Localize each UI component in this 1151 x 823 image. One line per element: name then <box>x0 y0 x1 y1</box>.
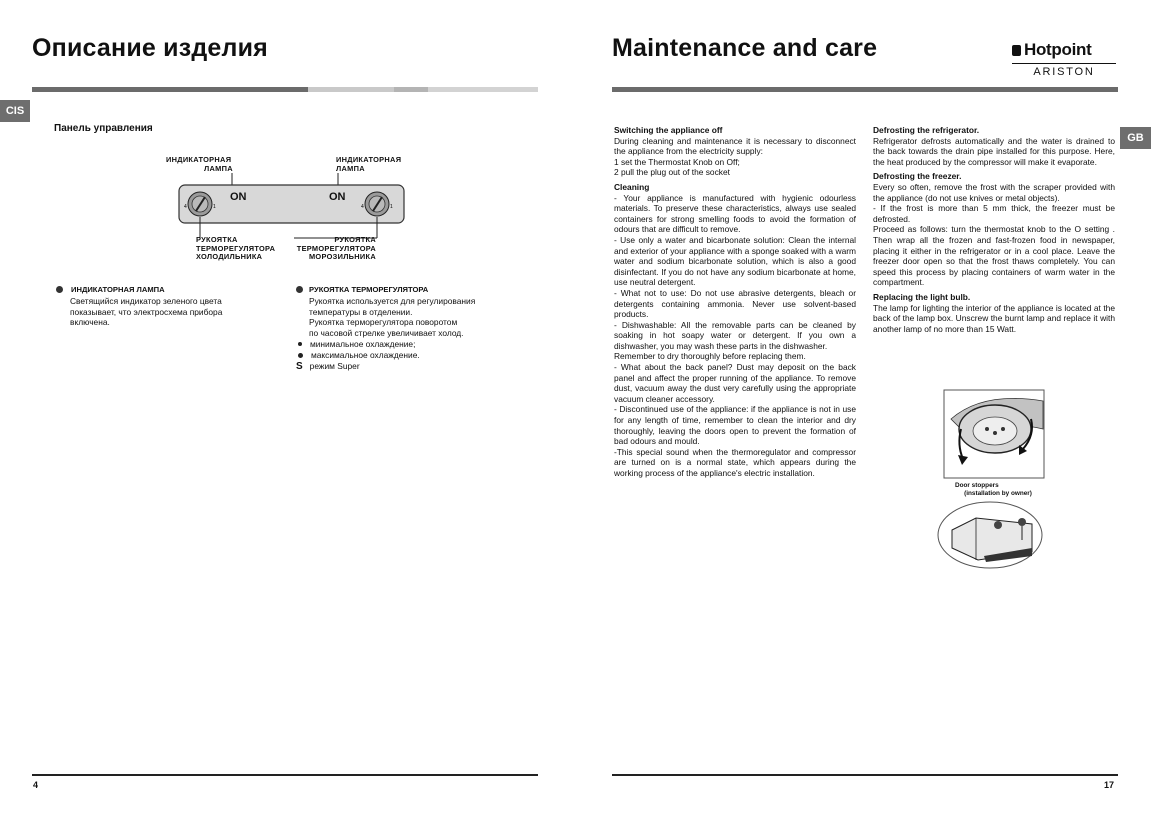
right-header-bar <box>612 87 1118 92</box>
paragraph: 1 set the Thermostat Knob on Off; <box>614 156 740 167</box>
paragraph: During cleaning and maintenance it is necessary to disconnect the appliance from the electricity supply: <box>614 135 856 157</box>
paragraph: Refrigerator defrosts automatically and the water is drained to the back towards the drain pipe installed for this purpose. Here, the heat produced by the compressor will make it evaporate. <box>873 135 1115 167</box>
paragraph: - If the frost is more than 5 mm thick, the freezer must be defrosted. <box>873 203 1115 224</box>
hotpoint-logo-icon <box>1012 45 1021 56</box>
paragraph: Proceed as follows: turn the thermostat knob to the O setting . Then wrap all the frozen and fast-frozen food in newspaper, placing it either in the refrigerator or in a cool place. Leave the freezer door open so that the frost thaws completely. You can speed this process by placing containers of warm water in the compartment. <box>873 224 1115 288</box>
right-page-number: 17 <box>1104 780 1115 790</box>
paragraph: - Your appliance is manufactured with hygienic odourless materials. To preserve these characteristics, always use sealed containers for strong smelling foods to avoid the formation of odours that are difficult to remove. <box>614 192 856 235</box>
paragraph: - Use only a water and bicarbonate solution: Clean the internal and exterior of your appliance with a sponge soaked with a warm water and sodium bicarbonate solution, which is also a good disinfectant. If you do not have any sodium bicarbonate at home, use neutral detergent. <box>614 234 856 288</box>
label-indicator-lamp-left: ИНДИКАТОРНАЯ ЛАМПА <box>166 155 233 173</box>
section-heading: Defrosting the freezer. <box>873 171 962 182</box>
paragraph: Remember to dry thoroughly before replacing them. <box>614 351 806 362</box>
svg-text:1: 1 <box>213 204 216 210</box>
svg-text:4: 4 <box>184 204 187 210</box>
label-indicator-lamp-right: ИНДИКАТОРНАЯ ЛАМПА <box>336 155 402 173</box>
knob-bullet-icon <box>296 286 303 293</box>
lamp-description: ИНДИКАТОРНАЯ ЛАМПА Светящийся индикатор зеленого цвета показывает, что электросхема прибора включена. <box>56 284 266 328</box>
section-heading: Switching the appliance off <box>614 125 723 135</box>
maintenance-column-1 <box>614 125 856 479</box>
left-page-title: Описание изделия <box>32 34 268 62</box>
section-heading: Replacing the light bulb. <box>873 291 971 302</box>
figure-caption: Door stoppers (installation by owner) <box>955 482 1032 497</box>
paragraph: - What not to use: Do not use abrasive detergents, bleach or detergents containing ammonia. Never use solvent-based products. <box>614 287 856 320</box>
paragraph: 2 pull the plug out of the socket <box>614 167 730 178</box>
lamp-replacement-figure <box>943 389 1045 479</box>
on-label-left: ON <box>230 191 247 203</box>
section-heading: Defrosting the refrigerator. <box>873 125 980 135</box>
paragraph: - What about the back panel? Dust may deposit on the back panel and affect the proper running of the appliance. To remove dust, vacuum away the dust very carefully using the appropriate vacuum cleaner accessory. <box>614 362 856 404</box>
section-heading: Cleaning <box>614 181 650 192</box>
svg-text:1: 1 <box>390 204 393 210</box>
door-stoppers-figure <box>936 500 1044 570</box>
paragraph: -This special sound when the thermoregulator and compressor are turned on is a normal state, which appears during the working process of the appliance's electric installation. <box>614 446 856 478</box>
svg-text:4: 4 <box>361 204 364 210</box>
right-footer-line <box>612 774 1118 776</box>
knob-description: РУКОЯТКА ТЕРМОРЕГУЛЯТОРА Рукоятка используется для регулирования температуры в отделении. Рукоятка терморегулятора поворотом по часовой стрелке увеличивает холод. минимальное охлаждение; максимальное охлаждение. S режим Super <box>296 285 476 372</box>
left-footer-line <box>32 774 538 776</box>
paragraph: - Dishwashable: All the removable parts can be cleaned by soaking in hot soapy water or detergent. If you own a dishwasher, you may wash these parts in the dishwasher. <box>614 319 856 351</box>
label-knob-fridge: РУКОЯТКА ТЕРМОРЕГУЛЯТОРА ХОЛОДИЛЬНИКА <box>196 235 276 262</box>
paragraph: - Discontinued use of the appliance: if the appliance is not in use for any length of time, remember to clean the interior and dry thoroughly, leaving the doors open to prevent the formation of bad odours and mould. <box>614 404 856 447</box>
right-page-title: Maintenance and care <box>612 34 878 62</box>
language-tab-gb: GB <box>1120 127 1151 149</box>
paragraph: The lamp for lighting the interior of the appliance is located at the back of the lamp box. Unscrew the burnt lamp and replace it with another lamp of no more than 15 Watt. <box>873 302 1115 334</box>
maintenance-column-2 <box>873 125 1115 334</box>
brand-logo: Hotpoint ARISTON <box>1012 40 1116 78</box>
on-label-right: ON <box>329 191 346 203</box>
min-cooling-dot-icon <box>298 342 302 346</box>
max-cooling-dot-icon <box>298 353 303 358</box>
paragraph: Every so often, remove the frost with the scraper provided with the appliance (do not use knives or metal objects). <box>873 181 1115 203</box>
left-header-bar <box>32 87 538 92</box>
language-tab-cis: CIS <box>0 100 30 122</box>
section-title: Панель управления <box>54 123 153 134</box>
label-knob-freezer: РУКОЯТКА ТЕРМОРЕГУЛЯТОРА МОРОЗИЛЬНИКА <box>296 235 376 262</box>
lamp-bullet-icon <box>56 286 63 293</box>
left-page-number: 4 <box>33 780 39 790</box>
